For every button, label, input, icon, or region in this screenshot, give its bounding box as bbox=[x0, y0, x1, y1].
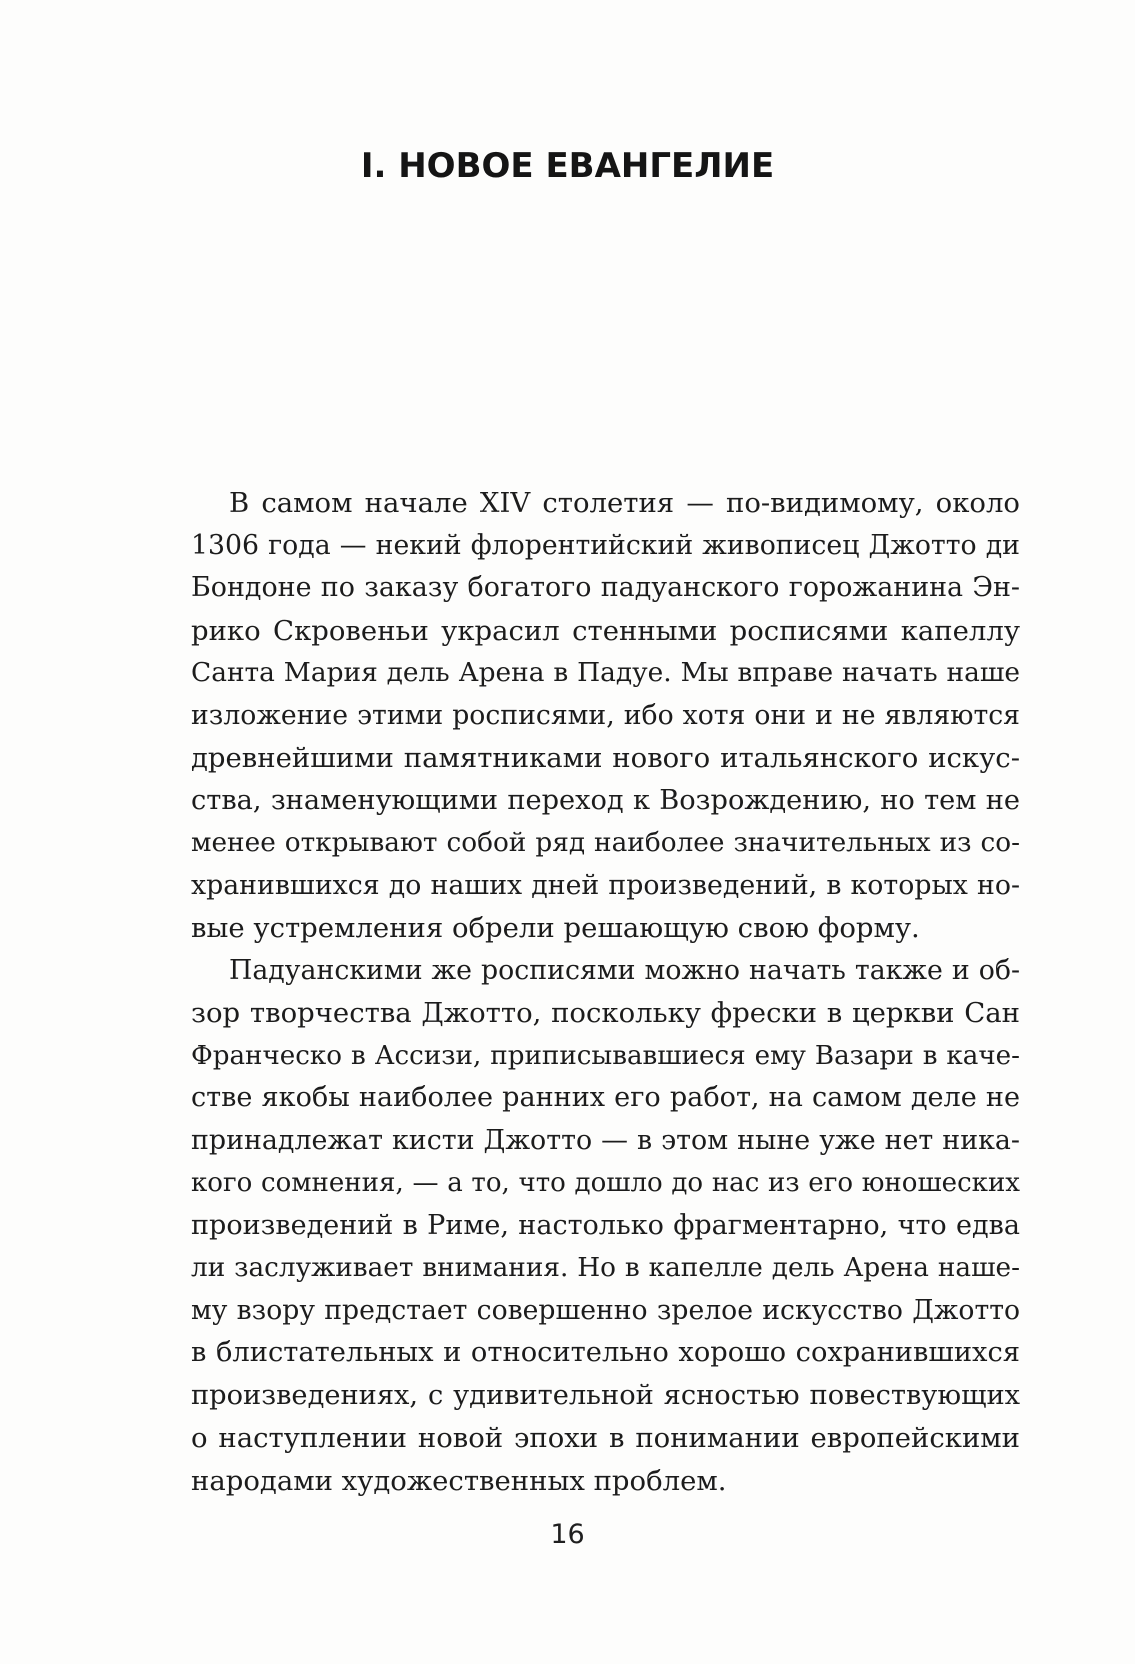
text-line: му взору предстает совершенно зрелое искусство Джотто bbox=[191, 1294, 1020, 1326]
text-line: в блистательных и относительно хорошо сохранившихся bbox=[191, 1337, 1020, 1368]
paragraph-1 bbox=[191, 482, 1020, 950]
text-line: произведений в Риме, настолько фрагментарно, что едва bbox=[191, 1209, 1020, 1241]
chapter-title: I. НОВОЕ ЕВАНГЕЛИЕ bbox=[360, 146, 775, 186]
text-line: 1306 года — некий флорентийский живописец Джотто ди bbox=[191, 529, 1020, 561]
text-line: менее открывают собой ряд наиболее значительных из со- bbox=[191, 828, 1020, 858]
text-line: рико Скровеньи украсил стенными росписями капеллу bbox=[191, 614, 1020, 647]
text-line: Санта Мария дель Арена в Падуе. Мы вправе начать наше bbox=[191, 657, 1020, 688]
text-line: зор творчества Джотто, поскольку фрески в церкви Сан bbox=[191, 997, 1020, 1029]
text-line: Франческо в Ассизи, приписывавшиеся ему Вазари в каче- bbox=[191, 1040, 1020, 1071]
text-line: древнейшими памятниками нового итальянского искус- bbox=[191, 742, 1020, 774]
text-line: стве якобы наиболее ранних его работ, на самом деле не bbox=[191, 1082, 1020, 1113]
text-line: Падуанскими же росписями можно начать также и об- bbox=[229, 954, 1020, 986]
body-text bbox=[191, 482, 1020, 1502]
text-line: вые устремления обрели решающую свою форму. bbox=[191, 912, 920, 944]
text-line: народами художественных проблем. bbox=[191, 1464, 727, 1497]
text-line: о наступлении новой эпохи в понимании европейскими bbox=[191, 1422, 1020, 1454]
text-line: ли заслуживает внимания. Но в капелле дель Арена наше- bbox=[191, 1253, 1020, 1283]
text-line: В самом начале XIV столетия — по-видимому, около bbox=[229, 487, 1020, 519]
text-line: произведениях, с удивительной ясностью повествующих bbox=[191, 1379, 1020, 1411]
text-line: хранившихся до наших дней произведений, в которых но- bbox=[191, 869, 1020, 901]
page-number: 16 bbox=[550, 1519, 585, 1550]
text-line: Бондоне по заказу богатого падуанского горожанина Эн- bbox=[191, 572, 1020, 603]
text-line: ства, знаменующими переход к Возрождению, но тем не bbox=[191, 784, 1020, 816]
text-line: изложение этими росписями, ибо хотя они и не являются bbox=[191, 699, 1020, 731]
text-line: принадлежат кисти Джотто — в этом ныне уже нет ника- bbox=[191, 1124, 1020, 1156]
paragraph-2 bbox=[191, 950, 1020, 1503]
text-line: кого сомнения, — а то, что дошло до нас из его юношеских bbox=[191, 1168, 1020, 1198]
